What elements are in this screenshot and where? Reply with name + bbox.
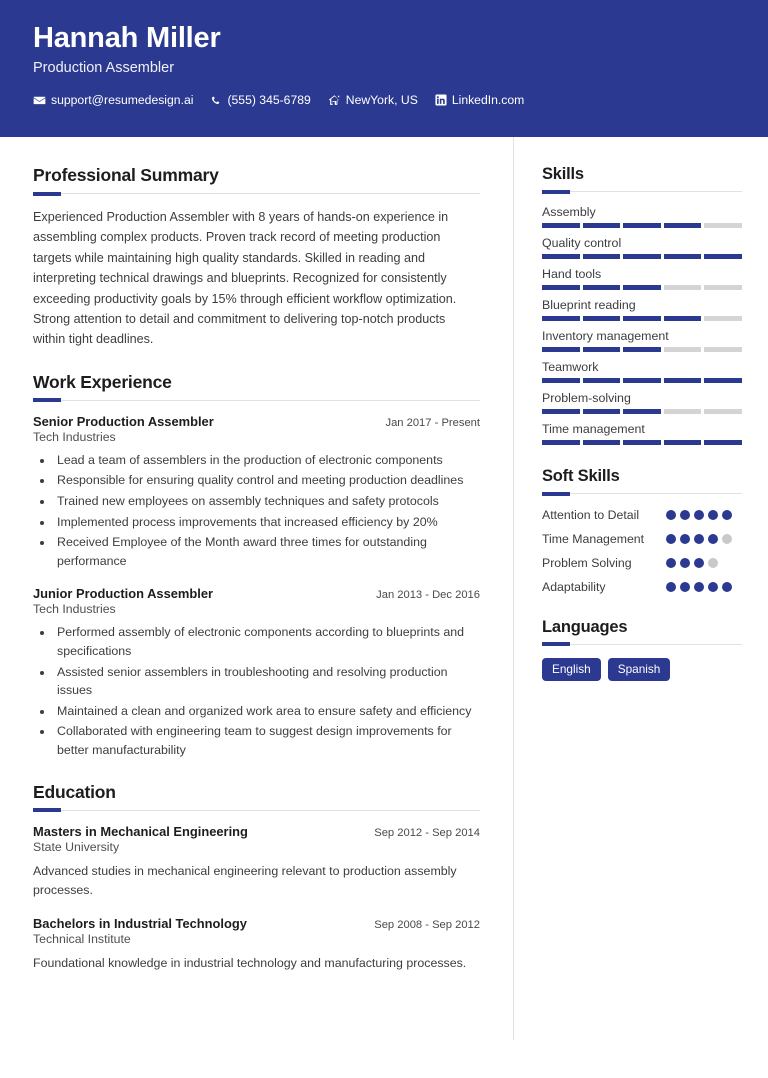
skill-bar-segment xyxy=(542,347,580,352)
section-professional-summary xyxy=(33,165,480,350)
home-icon xyxy=(328,94,341,107)
job-date-range: Jan 2013 - Dec 2016 xyxy=(376,589,480,602)
section-work-experience xyxy=(33,372,480,760)
job-role: Junior Production Assembler xyxy=(33,586,214,602)
section-heading: Skills xyxy=(542,165,584,183)
skill-bar-segment xyxy=(583,440,621,445)
contact-item[interactable] xyxy=(435,93,525,107)
soft-skill-label: Adaptability xyxy=(542,579,606,594)
job-bullet: • Trained new employees on assembly techniques and safety protocols xyxy=(54,492,480,511)
rating-dot xyxy=(680,558,690,568)
section-heading: Work Experience xyxy=(33,371,172,392)
job-bullet: • Responsible for ensuring quality control and meeting production deadlines xyxy=(54,471,480,490)
skill-level-bar xyxy=(542,316,742,321)
skill-bar-segment xyxy=(583,285,621,290)
skill-bar-segment xyxy=(664,409,702,414)
skill-bar-segment xyxy=(583,223,621,228)
skill-label: Time management xyxy=(542,422,645,436)
skill-item xyxy=(542,329,742,352)
section-heading: Education xyxy=(33,781,116,802)
section-rule xyxy=(33,193,480,194)
skill-bar-segment xyxy=(704,347,742,352)
job-bullet: • Maintained a clean and organized work area to ensure safety and efficiency xyxy=(54,702,480,721)
skill-bar-segment xyxy=(664,440,702,445)
degree-title: Bachelors in Industrial Technology xyxy=(33,916,247,932)
skill-bar-segment xyxy=(623,223,661,228)
skill-item xyxy=(542,267,742,290)
rating-dot xyxy=(666,582,676,592)
rating-dot xyxy=(722,534,732,544)
rating-dot xyxy=(666,534,676,544)
skill-bar-segment xyxy=(623,254,661,259)
contact-item[interactable] xyxy=(328,93,418,107)
rating-dot xyxy=(666,510,676,520)
section-education xyxy=(33,782,480,974)
contact-item[interactable] xyxy=(210,93,310,107)
section-rule xyxy=(33,810,480,811)
languages-list xyxy=(542,658,742,681)
skill-level-bar xyxy=(542,440,742,445)
rating-dot xyxy=(708,582,718,592)
contact-text: support@resumedesign.ai xyxy=(51,93,194,108)
skill-level-bar xyxy=(542,285,742,290)
sidebar-column xyxy=(513,137,768,1040)
skill-level-bar xyxy=(542,378,742,383)
skill-bar-segment xyxy=(664,378,702,383)
skill-bar-segment xyxy=(704,409,742,414)
degree-title: Masters in Mechanical Engineering xyxy=(33,823,248,839)
section-heading: Soft Skills xyxy=(542,467,620,485)
skill-bar-segment xyxy=(704,440,742,445)
section-languages xyxy=(542,618,742,681)
rating-dot xyxy=(708,534,718,544)
skill-label: Teamwork xyxy=(542,360,599,374)
soft-skill-rating xyxy=(666,555,742,568)
skill-level-bar xyxy=(542,347,742,352)
education-entry xyxy=(33,916,480,973)
job-bullet: • Received Employee of the Month award three times for outstanding performance xyxy=(54,533,480,570)
page-title: Hannah Miller xyxy=(33,22,221,54)
soft-skill-item xyxy=(542,507,742,524)
rating-dot xyxy=(694,510,704,520)
school-name: State University xyxy=(33,839,120,854)
education-list xyxy=(33,824,480,974)
section-heading: Languages xyxy=(542,617,628,636)
skill-item xyxy=(542,360,742,383)
job-bullet-list xyxy=(33,623,480,759)
contact-item[interactable] xyxy=(33,93,193,107)
skill-item xyxy=(542,391,742,414)
main-column xyxy=(0,137,513,995)
language-pill: English xyxy=(542,658,601,681)
skill-level-bar xyxy=(542,409,742,414)
skill-bar-segment xyxy=(623,285,661,290)
skill-label: Blueprint reading xyxy=(542,298,636,312)
job-bullet-list xyxy=(33,451,480,571)
skill-bar-segment xyxy=(664,316,702,321)
rating-dot xyxy=(694,534,704,544)
skill-bar-segment xyxy=(623,409,661,414)
phone-icon xyxy=(210,94,222,106)
skill-item xyxy=(542,205,742,228)
experience-entry xyxy=(33,414,480,571)
contact-row xyxy=(33,93,735,107)
section-rule xyxy=(542,191,742,192)
envelope-icon xyxy=(33,94,46,107)
degree-description: Advanced studies in mechanical engineering relevant to production assembly processes. xyxy=(33,863,457,897)
degree-date-range: Sep 2008 - Sep 2012 xyxy=(374,919,480,932)
job-bullet: • Implemented process improvements that increased efficiency by 20% xyxy=(54,513,480,532)
soft-skill-label: Time Management xyxy=(542,531,645,546)
job-company: Tech Industries xyxy=(33,429,116,444)
skill-bar-segment xyxy=(704,316,742,321)
skill-bar-segment xyxy=(623,378,661,383)
job-bullet: • Assisted senior assemblers in troubleshooting and resolving production issues xyxy=(54,663,480,700)
rating-dot xyxy=(722,510,732,520)
job-bullet: • Performed assembly of electronic components according to blueprints and specifications xyxy=(54,623,480,660)
contact-text: LinkedIn.com xyxy=(451,93,525,108)
language-pill: Spanish xyxy=(608,658,671,681)
linkedin-icon xyxy=(435,94,447,106)
skill-item xyxy=(542,236,742,259)
entry-header xyxy=(33,824,480,839)
entry-header xyxy=(33,586,480,601)
job-title: Production Assembler xyxy=(33,60,175,77)
soft-skill-rating xyxy=(666,579,742,592)
soft-skill-label: Attention to Detail xyxy=(542,508,640,522)
skill-bar-segment xyxy=(704,285,742,290)
section-skills xyxy=(542,165,742,445)
rating-dot xyxy=(680,534,690,544)
rating-dot xyxy=(708,558,718,568)
skill-bar-segment xyxy=(623,347,661,352)
skill-label: Assembly xyxy=(542,205,596,219)
skill-bar-segment xyxy=(542,254,580,259)
skill-bar-segment xyxy=(664,223,702,228)
section-rule xyxy=(33,400,480,401)
contact-text: (555) 345-6789 xyxy=(227,93,311,108)
soft-skill-item xyxy=(542,579,742,596)
entry-header xyxy=(33,414,480,429)
job-bullet: • Collaborated with engineering team to suggest design improvements for better manufacturability xyxy=(54,722,480,759)
entry-header xyxy=(33,916,480,931)
resume-header xyxy=(0,0,768,137)
skill-bar-segment xyxy=(542,409,580,414)
skill-bar-segment xyxy=(664,254,702,259)
rating-dot xyxy=(666,558,676,568)
soft-skill-label: Problem Solving xyxy=(542,555,632,570)
skill-bar-segment xyxy=(623,440,661,445)
section-heading: Professional Summary xyxy=(33,165,219,185)
school-name: Technical Institute xyxy=(33,932,131,947)
skill-bar-segment xyxy=(704,223,742,228)
skill-bar-segment xyxy=(583,347,621,352)
rating-dot xyxy=(680,510,690,520)
skill-bar-segment xyxy=(542,440,580,445)
skill-label: Hand tools xyxy=(542,267,602,281)
job-date-range: Jan 2017 - Present xyxy=(385,416,480,429)
contact-text: NewYork, US xyxy=(345,93,418,108)
education-entry xyxy=(33,824,480,900)
rating-dot xyxy=(722,582,732,592)
soft-skill-rating xyxy=(666,507,742,520)
skill-item xyxy=(542,422,742,445)
skill-bar-segment xyxy=(704,254,742,259)
rating-dot xyxy=(680,582,690,592)
section-rule xyxy=(542,493,742,494)
skill-bar-segment xyxy=(583,254,621,259)
job-role: Senior Production Assembler xyxy=(33,413,214,429)
skill-level-bar xyxy=(542,254,742,259)
skill-item xyxy=(542,298,742,321)
soft-skill-rating xyxy=(666,531,742,544)
experience-entry xyxy=(33,586,480,759)
skill-label: Problem-solving xyxy=(542,391,631,405)
summary-text: Experienced Production Assembler with 8 years of hands-on experience in assembling complex products. Proven track record of meeting production targets while maintaining high quality standards. Skilled in reading and interpreting technical drawings and blueprints. Recognized for consistently exceeding productivity goals by 15% through efficient workflow optimization. Strong attention to detail and commitment to delivering top-notch products within tight deadlines. xyxy=(33,210,457,347)
degree-date-range: Sep 2012 - Sep 2014 xyxy=(374,826,480,839)
skill-bar-segment xyxy=(704,378,742,383)
section-rule xyxy=(542,644,742,645)
skill-label: Quality control xyxy=(542,236,622,250)
experience-list xyxy=(33,414,480,760)
section-soft-skills xyxy=(542,467,742,596)
skill-bar-segment xyxy=(664,285,702,290)
skill-label: Inventory management xyxy=(542,329,669,343)
skill-bar-segment xyxy=(583,409,621,414)
rating-dot xyxy=(708,510,718,520)
skill-bar-segment xyxy=(542,285,580,290)
skill-bar-segment xyxy=(583,316,621,321)
rating-dot xyxy=(694,558,704,568)
skill-bar-segment xyxy=(542,316,580,321)
rating-dot xyxy=(694,582,704,592)
soft-skill-item xyxy=(542,531,742,548)
degree-description: Foundational knowledge in industrial technology and manufacturing processes. xyxy=(33,956,467,971)
soft-skill-item xyxy=(542,555,742,572)
skill-bar-segment xyxy=(542,378,580,383)
skill-bar-segment xyxy=(664,347,702,352)
skill-bar-segment xyxy=(583,378,621,383)
skills-list xyxy=(542,205,742,445)
job-bullet: • Lead a team of assemblers in the production of electronic components xyxy=(54,451,480,470)
skill-bar-segment xyxy=(623,316,661,321)
soft-skills-list xyxy=(542,507,742,596)
resume-body xyxy=(0,137,768,1040)
skill-bar-segment xyxy=(542,223,580,228)
job-company: Tech Industries xyxy=(33,602,116,617)
skill-level-bar xyxy=(542,223,742,228)
